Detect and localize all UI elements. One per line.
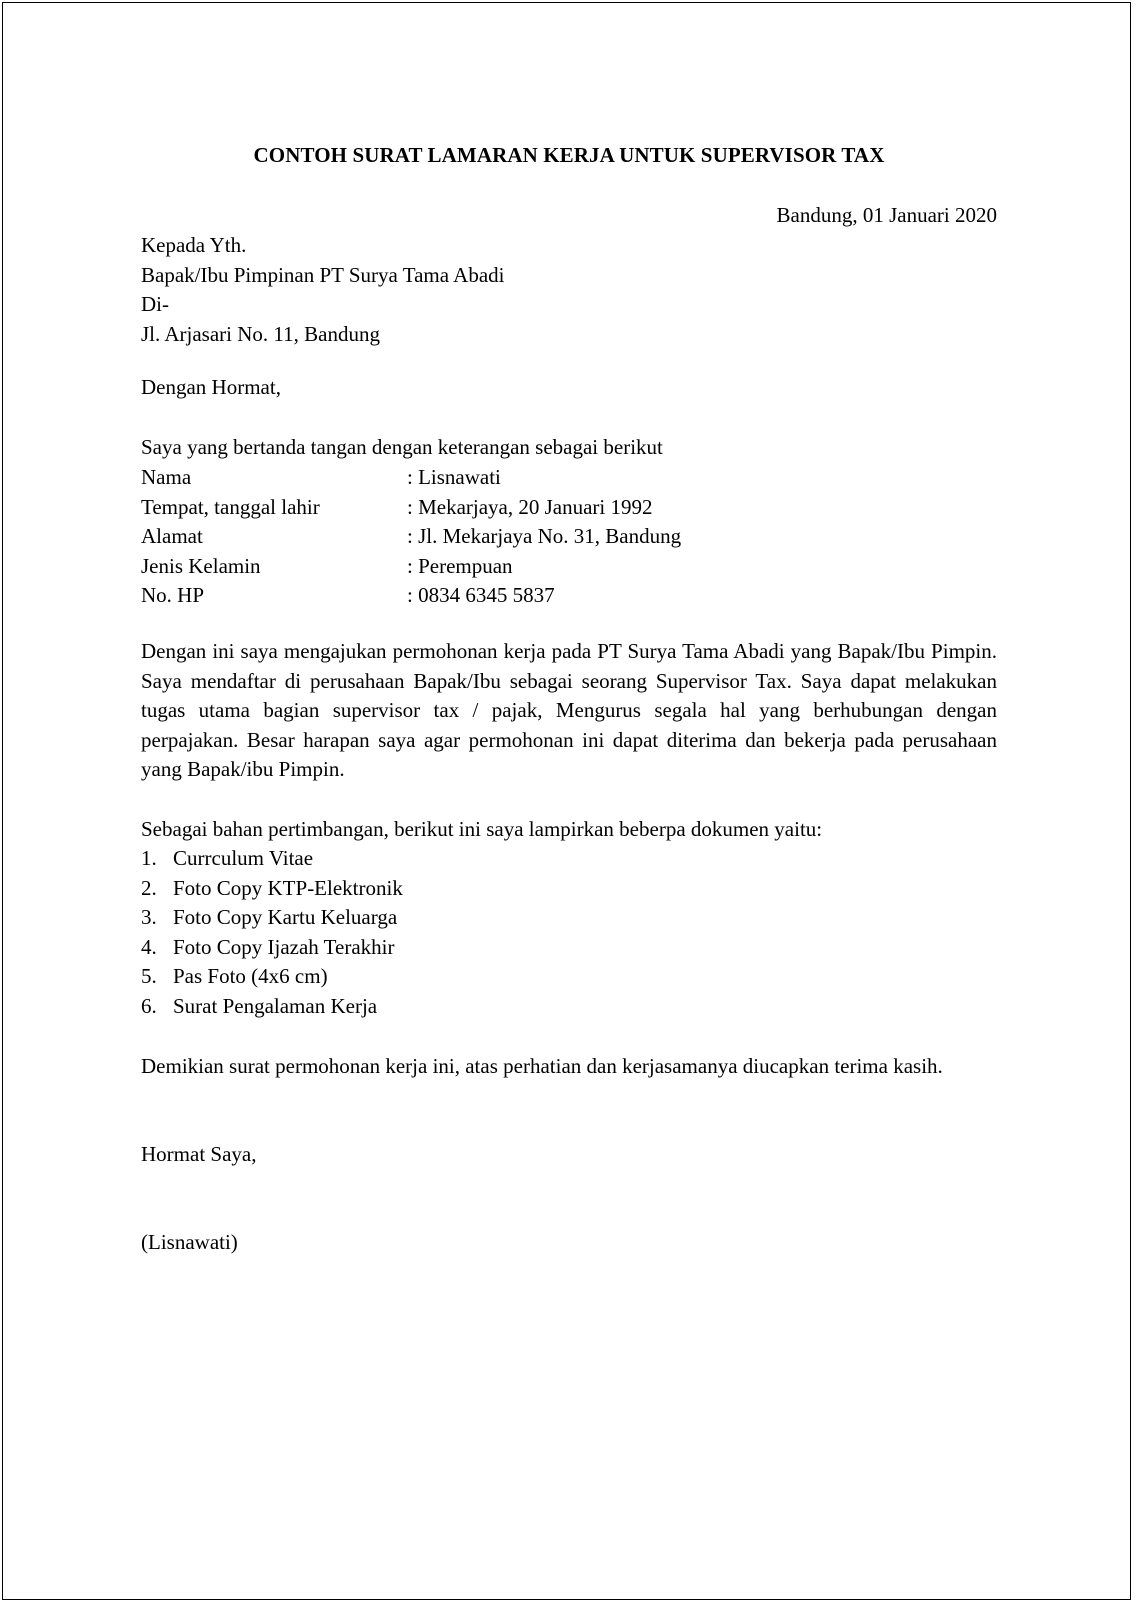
letter-title: CONTOH SURAT LAMARAN KERJA UNTUK SUPERVISOR TAX <box>253 143 885 167</box>
list-item <box>141 903 997 933</box>
list-item-text: Foto Copy KTP-Elektronik <box>173 875 403 900</box>
identity-row <box>141 463 997 493</box>
identity-value: : Perempuan <box>407 553 513 578</box>
recipient-di: Di- <box>141 292 169 316</box>
list-item-number: 2. <box>141 875 157 900</box>
identity-label: No. HP <box>141 583 205 607</box>
identity-intro: Saya yang bertanda tangan dengan keterangan sebagai berikut <box>141 435 663 459</box>
list-item <box>141 844 997 874</box>
letter-page <box>2 2 1131 1600</box>
list-item <box>141 992 997 1022</box>
identity-value: : 0834 6345 5837 <box>407 583 555 607</box>
signature-name: (Lisnawati) <box>141 1230 238 1254</box>
recipient-salutation: Kepada Yth. <box>141 233 247 257</box>
list-item-text: Currculum Vitae <box>173 846 314 870</box>
letter-date: Bandung, 01 Januari 2020 <box>776 203 997 227</box>
identity-label: Jenis Kelamin <box>141 553 261 578</box>
identity-value: : Mekarjaya, 20 Januari 1992 <box>407 494 653 519</box>
list-item-number: 4. <box>141 934 157 959</box>
list-item-number: 1. <box>141 846 157 870</box>
identity-row <box>141 552 997 582</box>
list-item-text: Surat Pengalaman Kerja <box>173 993 378 1018</box>
closing-salutation: Hormat Saya, <box>141 1142 257 1166</box>
identity-row <box>141 581 997 611</box>
recipient-block <box>141 231 997 349</box>
greeting: Dengan Hormat, <box>141 375 281 399</box>
list-item <box>141 962 997 992</box>
identity-row <box>141 493 997 523</box>
list-item-number: 3. <box>141 905 157 929</box>
attachments-intro: Sebagai bahan pertimbangan, berikut ini saya lampirkan beberpa dokumen yaitu: <box>141 817 823 841</box>
list-item-text: Pas Foto (4x6 cm) <box>173 964 328 988</box>
list-item-text: Foto Copy Kartu Keluarga <box>173 905 398 929</box>
identity-label: Alamat <box>141 524 203 548</box>
list-item <box>141 874 997 904</box>
identity-label: Tempat, tanggal lahir <box>141 494 320 519</box>
list-item-text: Foto Copy Ijazah Terakhir <box>173 934 395 959</box>
list-item <box>141 933 997 963</box>
list-item-number: 6. <box>141 993 157 1018</box>
application-paragraph: Dengan ini saya mengajukan permohonan kerja pada PT Surya Tama Abadi yang Bapak/Ibu Pimpin. Saya mendaftar di perusahaan Bapak/Ibu sebagai seorang Supervisor Tax. Saya dapat melakukan tugas utama bagian supervisor tax / pajak, Mengurus segala hal yang berhubungan dengan perpajakan. Besar harapan saya agar permohonan ini dapat diterima dan bekerja pada perusahaan yang Bapak/ibu Pimpin. <box>141 639 997 781</box>
identity-value: : Jl. Mekarjaya No. 31, Bandung <box>407 524 682 548</box>
identity-value: : Lisnawati <box>407 465 501 489</box>
identity-label: Nama <box>141 465 192 489</box>
list-item-number: 5. <box>141 964 157 988</box>
recipient-address: Jl. Arjasari No. 11, Bandung <box>141 321 380 346</box>
closing-paragraph: Demikian surat permohonan kerja ini, atas perhatian dan kerjasamanya diucapkan terima kasih. <box>141 1054 943 1078</box>
identity-row <box>141 522 997 552</box>
attachments-list <box>141 844 997 1021</box>
identity-table <box>141 463 997 611</box>
recipient-name: Bapak/Ibu Pimpinan PT Surya Tama Abadi <box>141 262 505 287</box>
